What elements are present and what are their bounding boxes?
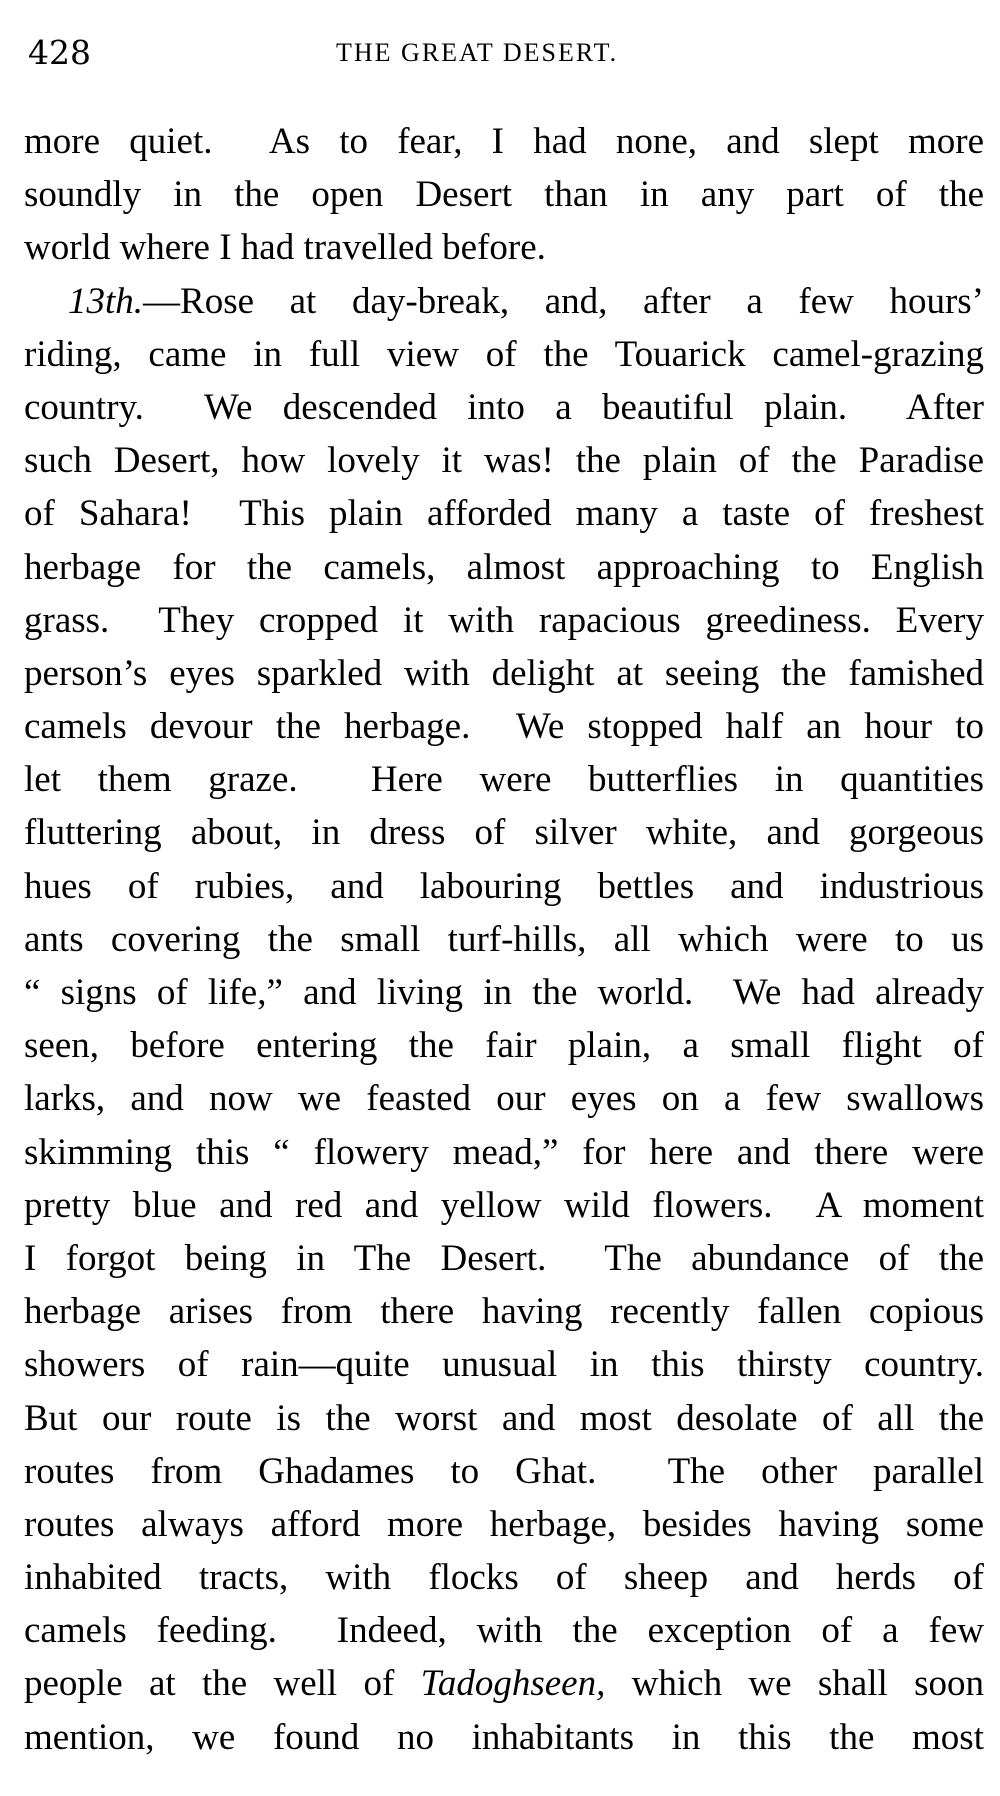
text-line: camels devour the herbage. We stopped half an hour to <box>24 706 984 748</box>
text-line: grass. They cropped it with rapacious greediness. Every <box>24 599 984 641</box>
text-line: larks, and now we feasted our eyes on a few swallows <box>24 1078 984 1120</box>
text-line: inhabited tracts, with flocks of sheep and herds of <box>24 1557 984 1599</box>
text-line: showers of rain—quite unusual in this thirsty country. <box>24 1344 984 1386</box>
text-line: routes always afford more herbage, besides having some <box>24 1503 984 1545</box>
text-line: more quiet. As to fear, I had none, and slept more <box>24 121 984 162</box>
text-line: I forgot being in The Desert. The abundance of the <box>24 1237 984 1279</box>
text-line: ants covering the small turf-hills, all which were to us <box>24 918 984 960</box>
entry-date: 13th. <box>68 280 144 322</box>
text-line: herbage arises from there having recently fallen copious <box>24 1291 984 1333</box>
text-line: soundly in the open Desert than in any part of the <box>24 174 984 216</box>
text-line: person’s eyes sparkled with delight at seeing the famished <box>24 652 984 694</box>
text-line: of Sahara! This plain afforded many a taste of freshest <box>24 493 984 535</box>
text-line: 13th.—Rose at day-break, and, after a few hours’ <box>68 280 984 322</box>
text-line: mention, we found no inhabitants in this the most <box>24 1716 984 1758</box>
page-header <box>28 28 988 78</box>
text-line: world where I had travelled before. <box>24 227 546 269</box>
text-line: such Desert, how lovely it was! the plain of the Paradise <box>24 440 984 482</box>
text-line: let them graze. Here were butterflies in quantities <box>24 759 984 801</box>
text-line: country. We descended into a beautiful plain. After <box>24 386 984 428</box>
text-line: riding, came in full view of the Touarick camel-grazing <box>24 333 984 375</box>
text-line: camels feeding. Indeed, with the exception of a few <box>24 1610 984 1652</box>
text-line: hues of rubies, and labouring bettles and industrious <box>24 865 984 907</box>
body-text <box>24 115 984 1764</box>
text-line: But our route is the worst and most desolate of all the <box>24 1397 984 1439</box>
text-line: seen, before entering the fair plain, a small flight of <box>24 1025 984 1067</box>
running-title: THE GREAT DESERT. <box>336 38 619 67</box>
text-line: herbage for the camels, almost approaching to English <box>24 546 984 588</box>
text-line: skimming this “ flowery mead,” for here and there were <box>24 1131 984 1173</box>
place-name: Tadoghseen, <box>420 1663 606 1705</box>
text-line: routes from Ghadames to Ghat. The other parallel <box>24 1450 984 1492</box>
text-line: pretty blue and red and yellow wild flowers. A moment <box>24 1184 984 1226</box>
text-line: fluttering about, in dress of silver white, and gorgeous <box>24 812 984 854</box>
page-number: 428 <box>28 33 91 72</box>
text-line: people at the well of Tadoghseen, which we shall soon <box>24 1663 984 1705</box>
text-line: “ signs of life,” and living in the world. We had already <box>24 972 984 1013</box>
